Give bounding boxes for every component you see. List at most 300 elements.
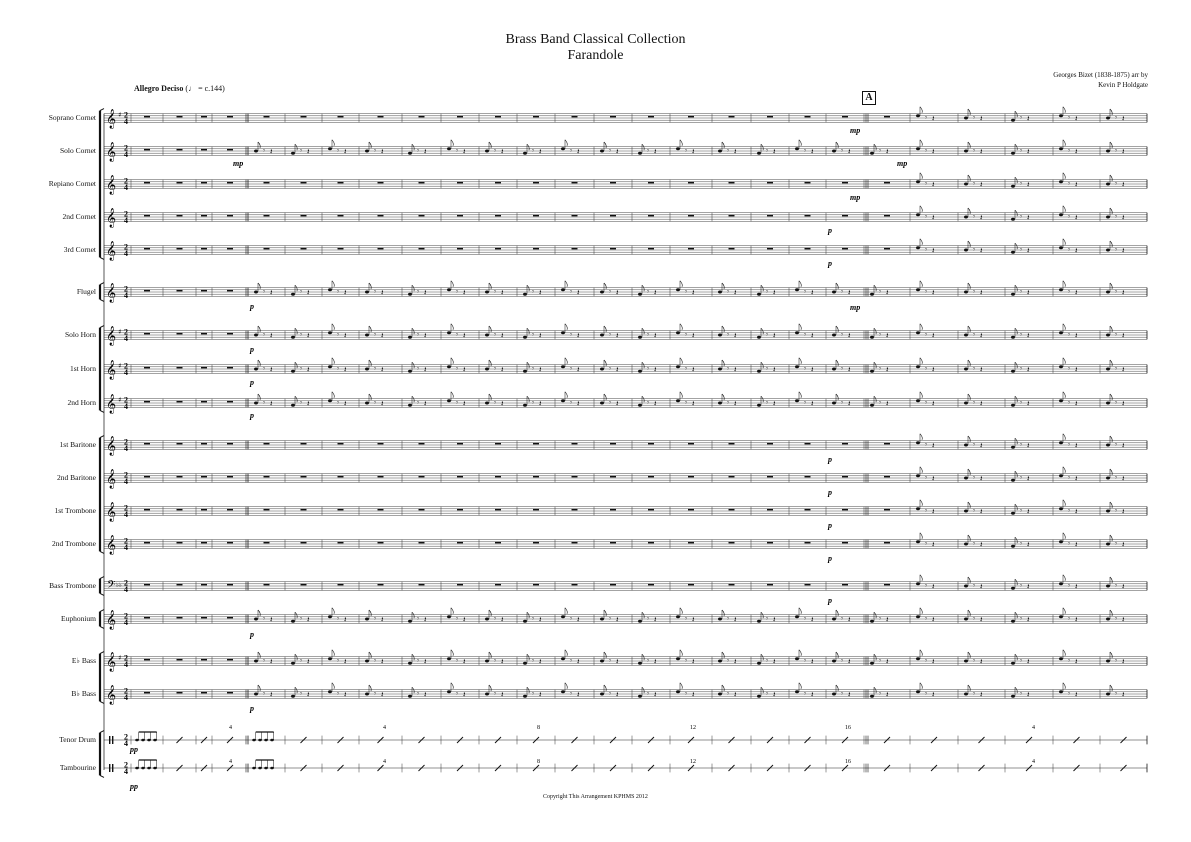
time-signature-top: 2 (124, 611, 128, 621)
time-signature-bottom: 4 (124, 510, 128, 519)
time-signature-top: 2 (124, 732, 128, 742)
note-flag (412, 362, 414, 368)
whole-rest (884, 116, 890, 118)
whole-rest (144, 509, 150, 511)
eighth-rest: 𝄾 (1068, 474, 1070, 482)
note-head (485, 693, 489, 696)
note-head (561, 615, 565, 618)
quarter-rest: 𝄽 (980, 615, 983, 624)
note-flag (968, 241, 970, 247)
note-head (1011, 446, 1015, 449)
quarter-rest: 𝄽 (932, 180, 935, 189)
eighth-rest: 𝄾 (685, 615, 687, 623)
quarter-rest: 𝄽 (539, 288, 542, 297)
quarter-rest: 𝄽 (848, 657, 851, 666)
note-flag (451, 650, 453, 656)
measure-count: 4 (1032, 725, 1035, 731)
note-flag (1110, 535, 1112, 541)
note-flag (722, 652, 724, 658)
eighth-rest: 𝄾 (727, 365, 729, 373)
eighth-rest: 𝄾 (1115, 615, 1117, 623)
note-flag (920, 324, 922, 330)
quarter-rest: 𝄽 (381, 657, 384, 666)
whole-rest (177, 333, 183, 335)
note-head (523, 152, 527, 155)
note-head (447, 657, 451, 660)
whole-rest (533, 215, 539, 217)
eighth-rest: 𝄾 (1068, 147, 1070, 155)
quarter-rest: 𝄽 (980, 690, 983, 699)
note-head (561, 399, 565, 402)
note-flag (920, 434, 922, 440)
eighth-rest: 𝄾 (647, 399, 649, 407)
note-flag (295, 396, 297, 402)
whole-rest (648, 248, 654, 250)
eighth-rest: 𝄾 (973, 507, 975, 515)
quarter-rest: 𝄽 (886, 288, 889, 297)
eighth-rest: 𝄾 (532, 657, 534, 665)
note-flag (1110, 326, 1112, 332)
bass-clef: 𝄢 (107, 579, 116, 594)
instrument-label: 3rd Cornet (63, 245, 96, 254)
eighth-rest: 𝄾 (1068, 213, 1070, 221)
note-flag (1015, 111, 1017, 117)
note-head (795, 288, 799, 291)
note-head (832, 402, 836, 405)
eighth-rest: 𝄾 (925, 399, 927, 407)
quarter-rest: 𝄽 (848, 288, 851, 297)
whole-rest (264, 182, 270, 184)
percussion-clef (109, 764, 110, 772)
quarter-rest: 𝄽 (886, 365, 889, 374)
note-flag (565, 281, 567, 287)
time-signature-top: 2 (124, 176, 128, 186)
note-flag (680, 392, 682, 398)
whole-rest (378, 248, 384, 250)
quarter-rest: 𝄽 (1027, 365, 1030, 374)
treble-clef: 𝄞 (106, 109, 117, 129)
eighth-rest: 𝄾 (766, 365, 768, 373)
quarter-rest: 𝄽 (654, 690, 657, 699)
note-head (916, 147, 920, 150)
note-flag (680, 683, 682, 689)
eighth-rest: 𝄾 (263, 147, 265, 155)
quarter-rest: 𝄽 (734, 657, 737, 666)
note-flag (761, 654, 763, 660)
quarter-rest: 𝄽 (1122, 399, 1125, 408)
note-head (485, 334, 489, 337)
quarter-rest: 𝄽 (811, 331, 814, 340)
quarter-rest: 𝄽 (616, 331, 619, 340)
eighth-rest: 𝄾 (925, 507, 927, 515)
quarter-rest: 𝄽 (577, 365, 580, 374)
quarter-rest: 𝄽 (307, 288, 310, 297)
quarter-rest: 𝄽 (980, 507, 983, 516)
treble-clef: 𝄞 (106, 469, 117, 489)
whole-rest (648, 509, 654, 511)
note-head (485, 368, 489, 371)
note-head (1011, 620, 1015, 623)
note-head (964, 334, 968, 337)
time-signature-bottom: 4 (124, 117, 128, 126)
eighth-rest: 𝄾 (925, 331, 927, 339)
note-flag (332, 140, 334, 146)
note-flag (1063, 206, 1065, 212)
note-flag (1015, 210, 1017, 216)
time-signature-top: 2 (124, 578, 128, 588)
quarter-rest: 𝄽 (270, 365, 273, 374)
note-flag (565, 140, 567, 146)
note-flag (369, 685, 371, 691)
quarter-rest: 𝄽 (734, 147, 737, 156)
note-flag (920, 206, 922, 212)
composer-line-2: Kevin P Holdgate (1098, 81, 1148, 89)
note-flag (604, 326, 606, 332)
key-signature-sharp: ♯ (118, 396, 122, 404)
time-signature-top: 2 (124, 395, 128, 405)
eighth-rest: 𝄾 (300, 690, 302, 698)
note-flag (489, 142, 491, 148)
whole-rest (729, 542, 735, 544)
bracket-hook (100, 257, 104, 259)
instrument-label: Solo Cornet (59, 146, 96, 155)
note-head (718, 402, 722, 405)
dynamic-mp: mp (850, 193, 861, 202)
whole-rest (572, 116, 578, 118)
eighth-rest: 𝄾 (300, 365, 302, 373)
note-flag (874, 362, 876, 368)
note-flag (968, 610, 970, 616)
note-head (523, 336, 527, 339)
quarter-rest: 𝄽 (577, 331, 580, 340)
note-flag (799, 140, 801, 146)
eighth-rest: 𝄾 (925, 288, 927, 296)
note-flag (412, 396, 414, 402)
eighth-rest: 𝄾 (973, 474, 975, 482)
note-flag (451, 324, 453, 330)
note-flag (489, 652, 491, 658)
note-flag (836, 652, 838, 658)
note-head (523, 404, 527, 407)
note-head (832, 693, 836, 696)
note-flag (722, 610, 724, 616)
whole-rest (201, 116, 207, 118)
quarter-rest: 𝄽 (501, 690, 504, 699)
whole-rest (144, 584, 150, 586)
whole-rest (177, 290, 183, 292)
note-flag (920, 173, 922, 179)
whole-rest (767, 542, 773, 544)
whole-rest (227, 182, 233, 184)
note-flag (1063, 358, 1065, 364)
time-signature-bottom: 4 (124, 249, 128, 258)
eighth-rest: 𝄾 (300, 657, 302, 665)
drum-note (264, 767, 268, 770)
eighth-rest: 𝄾 (570, 147, 572, 155)
note-head (600, 693, 604, 696)
note-flag (451, 281, 453, 287)
eighth-rest: 𝄾 (925, 474, 927, 482)
note-flag (1015, 687, 1017, 693)
note-head (291, 293, 295, 296)
eighth-rest: 𝄾 (1020, 180, 1022, 188)
key-signature-flats: ♭♭ (116, 582, 122, 589)
whole-rest (884, 443, 890, 445)
note-flag (680, 358, 682, 364)
whole-rest (729, 584, 735, 586)
whole-rest (805, 248, 811, 250)
eighth-rest: 𝄾 (727, 288, 729, 296)
note-flag (836, 142, 838, 148)
instrument-label: Euphonium (61, 614, 96, 623)
quarter-rest: 𝄽 (932, 474, 935, 483)
quarter-rest: 𝄽 (501, 288, 504, 297)
note-flag (1015, 328, 1017, 334)
note-head (916, 114, 920, 117)
bracket-hook (100, 610, 104, 612)
eighth-rest: 𝄾 (1068, 507, 1070, 515)
note-head (600, 150, 604, 153)
note-flag (332, 281, 334, 287)
note-flag (258, 610, 260, 616)
note-flag (527, 654, 529, 660)
time-signature-bottom: 4 (124, 660, 128, 669)
quarter-rest: 𝄽 (616, 147, 619, 156)
note-flag (489, 360, 491, 366)
whole-rest (201, 290, 207, 292)
whole-rest (264, 215, 270, 217)
treble-clef: 𝄞 (106, 394, 117, 414)
quarter-rest: 𝄽 (539, 657, 542, 666)
note-head (832, 291, 836, 294)
note-flag (295, 362, 297, 368)
quarter-rest: 𝄽 (932, 213, 935, 222)
whole-rest (378, 509, 384, 511)
eighth-rest: 𝄾 (973, 540, 975, 548)
whole-rest (227, 584, 233, 586)
note-head (1059, 114, 1063, 117)
eighth-rest: 𝄾 (337, 657, 339, 665)
whole-rest (457, 116, 463, 118)
eighth-rest: 𝄾 (647, 365, 649, 373)
eighth-rest: 𝄾 (417, 690, 419, 698)
eighth-rest: 𝄾 (1020, 288, 1022, 296)
note-head (638, 336, 642, 339)
eighth-rest: 𝄾 (647, 331, 649, 339)
quarter-rest: 𝄽 (692, 690, 695, 699)
note-flag (1015, 177, 1017, 183)
note-head (1011, 479, 1015, 482)
eighth-rest: 𝄾 (973, 690, 975, 698)
eighth-rest: 𝄾 (925, 246, 927, 254)
drum-note (147, 767, 151, 770)
eighth-rest: 𝄾 (494, 657, 496, 665)
whole-rest (419, 116, 425, 118)
eighth-rest: 𝄾 (647, 657, 649, 665)
whole-rest (648, 182, 654, 184)
quarter-rest: 𝄽 (932, 114, 935, 123)
whole-rest (227, 248, 233, 250)
whole-rest (301, 248, 307, 250)
note-head (328, 365, 332, 368)
note-head (638, 404, 642, 407)
whole-rest (610, 116, 616, 118)
whole-rest (419, 509, 425, 511)
note-flag (369, 652, 371, 658)
note-head (447, 399, 451, 402)
note-flag (920, 467, 922, 473)
note-head (365, 660, 369, 663)
note-head (718, 660, 722, 663)
eighth-rest: 𝄾 (456, 331, 458, 339)
note-flag (412, 144, 414, 150)
key-signature-sharp: ♯ (118, 328, 122, 336)
note-head (1059, 331, 1063, 334)
note-flag (799, 324, 801, 330)
whole-rest (264, 584, 270, 586)
quarter-rest: 𝄽 (463, 657, 466, 666)
quarter-rest: 𝄽 (539, 615, 542, 624)
quarter-rest: 𝄽 (501, 615, 504, 624)
whole-rest (378, 476, 384, 478)
eighth-rest: 𝄾 (727, 399, 729, 407)
note-flag (1110, 360, 1112, 366)
time-signature-top: 2 (124, 470, 128, 480)
whole-rest (227, 617, 233, 619)
quarter-rest: 𝄽 (424, 147, 427, 156)
quarter-rest: 𝄽 (773, 615, 776, 624)
quarter-rest: 𝄽 (307, 615, 310, 624)
quarter-rest: 𝄽 (773, 399, 776, 408)
whole-rest (378, 443, 384, 445)
quarter-rest: 𝄽 (773, 365, 776, 374)
note-flag (968, 535, 970, 541)
note-flag (836, 283, 838, 289)
quarter-rest: 𝄽 (1027, 441, 1030, 450)
note-flag (527, 396, 529, 402)
quarter-rest: 𝄽 (1075, 507, 1078, 516)
eighth-rest: 𝄾 (925, 657, 927, 665)
quarter-rest: 𝄽 (734, 615, 737, 624)
quarter-rest: 𝄽 (424, 615, 427, 624)
eighth-rest: 𝄾 (1068, 441, 1070, 449)
quarter-rest: 𝄽 (980, 288, 983, 297)
note-flag (722, 685, 724, 691)
whole-rest (264, 476, 270, 478)
whole-rest (648, 542, 654, 544)
bracket-hook (100, 701, 104, 703)
quarter-rest: 𝄽 (811, 615, 814, 624)
note-flag (1063, 324, 1065, 330)
quarter-rest: 𝄽 (424, 399, 427, 408)
whole-rest (842, 542, 848, 544)
quarter-rest: 𝄽 (616, 657, 619, 666)
metronome-mark: (♩ = c.144) (185, 84, 225, 93)
note-head (676, 331, 680, 334)
eighth-rest: 𝄾 (841, 331, 843, 339)
whole-rest (688, 476, 694, 478)
whole-rest (688, 215, 694, 217)
note-head (408, 662, 412, 665)
eighth-rest: 𝄾 (973, 288, 975, 296)
whole-rest (378, 542, 384, 544)
eighth-rest: 𝄾 (925, 690, 927, 698)
note-head (964, 585, 968, 588)
quarter-rest: 𝄽 (734, 288, 737, 297)
eighth-rest: 𝄾 (532, 147, 534, 155)
time-signature-bottom: 4 (124, 739, 128, 748)
quarter-rest: 𝄽 (307, 690, 310, 699)
whole-rest (495, 116, 501, 118)
eighth-rest: 𝄾 (494, 690, 496, 698)
note-flag (1063, 500, 1065, 506)
whole-rest (144, 367, 150, 369)
measure-count: 4 (1032, 759, 1035, 765)
note-flag (527, 285, 529, 291)
quarter-rest: 𝄽 (344, 365, 347, 374)
note-head (291, 662, 295, 665)
eighth-rest: 𝄾 (973, 399, 975, 407)
note-head (916, 474, 920, 477)
dynamic-p: p (828, 521, 832, 530)
whole-rest (610, 584, 616, 586)
whole-rest (201, 333, 207, 335)
quarter-rest: 𝄽 (1122, 540, 1125, 549)
note-flag (451, 358, 453, 364)
instrument-label: 2nd Trombone (52, 539, 96, 548)
quarter-rest: 𝄽 (692, 657, 695, 666)
note-head (832, 618, 836, 621)
quarter-rest: 𝄽 (692, 147, 695, 156)
eighth-rest: 𝄾 (973, 147, 975, 155)
key-signature-sharp: ♯ (118, 654, 122, 662)
note-head (291, 152, 295, 155)
dynamic-p: p (828, 455, 832, 464)
whole-rest (338, 509, 344, 511)
eighth-rest: 𝄾 (1020, 657, 1022, 665)
note-flag (968, 142, 970, 148)
note-head (1059, 615, 1063, 618)
note-flag (295, 654, 297, 660)
whole-rest (301, 542, 307, 544)
whole-rest (842, 443, 848, 445)
note-flag (1063, 683, 1065, 689)
note-head (676, 147, 680, 150)
note-head (916, 246, 920, 249)
whole-rest (177, 509, 183, 511)
eighth-rest: 𝄾 (647, 615, 649, 623)
note-head (447, 288, 451, 291)
note-head (1011, 218, 1015, 221)
note-flag (1110, 175, 1112, 181)
quarter-rest: 𝄽 (773, 288, 776, 297)
quarter-rest: 𝄽 (980, 331, 983, 340)
note-head (1106, 660, 1110, 663)
eighth-rest: 𝄾 (647, 147, 649, 155)
note-head (718, 368, 722, 371)
eighth-rest: 𝄾 (766, 399, 768, 407)
whole-rest (144, 401, 150, 403)
note-head (328, 615, 332, 618)
note-head (328, 331, 332, 334)
note-head (638, 370, 642, 373)
composer-line-1: Georges Bizet (1838-1875) arr by (1053, 71, 1148, 79)
note-flag (799, 392, 801, 398)
note-head (1106, 477, 1110, 480)
whole-rest (177, 584, 183, 586)
whole-rest (767, 215, 773, 217)
time-signature-bottom: 4 (124, 368, 128, 377)
